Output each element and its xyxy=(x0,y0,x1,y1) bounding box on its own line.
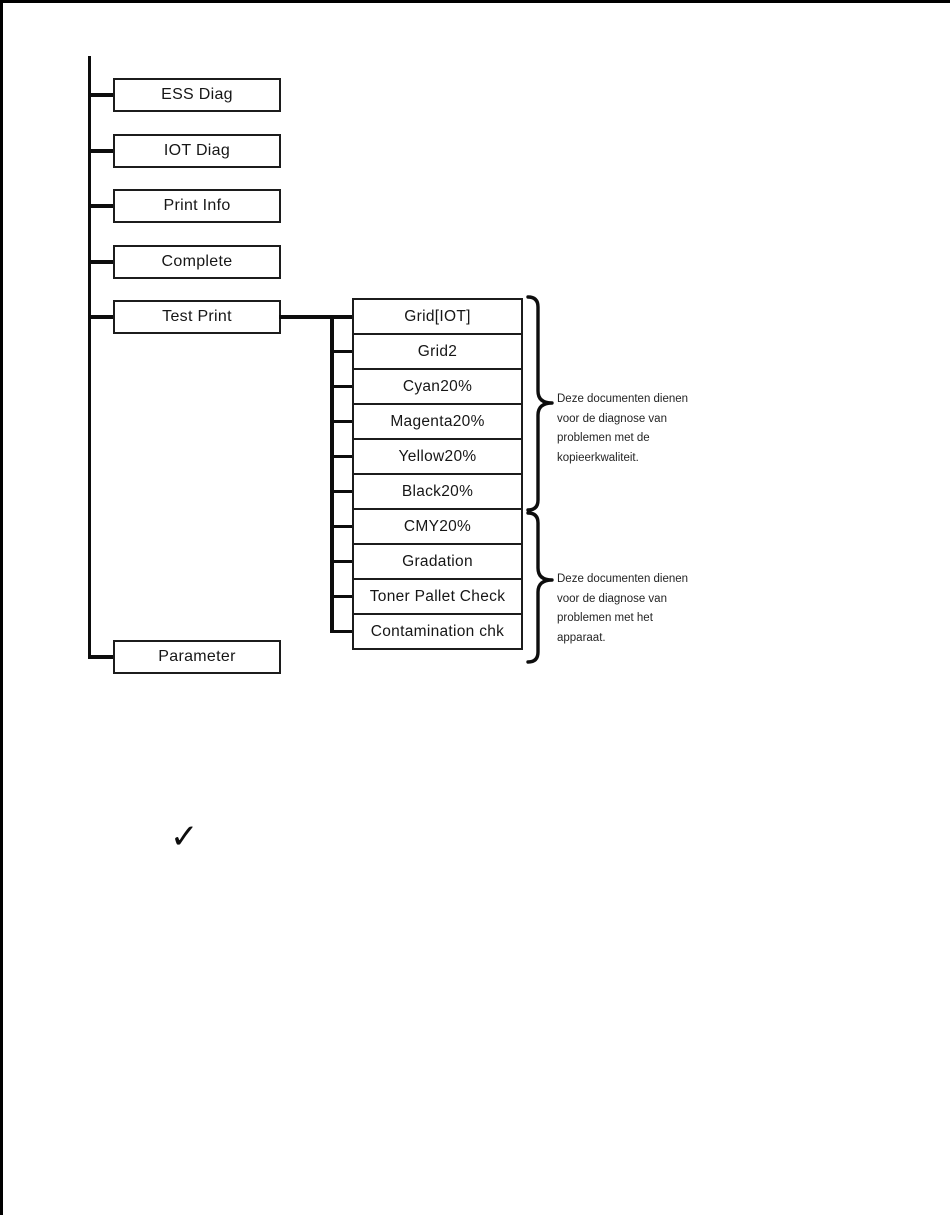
node-black20: Black20% xyxy=(352,473,523,510)
tree-elbow-parameter xyxy=(88,655,115,659)
test-print-submenu xyxy=(352,298,523,650)
stub-gradation xyxy=(330,560,352,563)
node-grid-iot: Grid[IOT] xyxy=(352,298,523,335)
node-iot-diag: IOT Diag xyxy=(113,134,281,168)
annotation-line: problemen met het xyxy=(557,612,653,624)
node-parameter: Parameter xyxy=(113,640,281,674)
branch-test-print xyxy=(88,315,115,319)
node-print-info: Print Info xyxy=(113,189,281,223)
node-contamination-chk: Contamination chk xyxy=(352,613,523,650)
node-cmy20: CMY20% xyxy=(352,508,523,545)
page-top-border xyxy=(0,0,950,3)
stub-contamination-chk xyxy=(330,630,352,633)
node-magenta20: Magenta20% xyxy=(352,403,523,440)
stub-toner-pallet-check xyxy=(330,595,352,598)
node-complete: Complete xyxy=(113,245,281,279)
annotation-line: Deze documenten dienen xyxy=(557,573,689,585)
subtree-trunk-line xyxy=(330,315,334,633)
node-toner-pallet-check: Toner Pallet Check xyxy=(352,578,523,615)
test-print-subtree-connector xyxy=(279,315,352,319)
annotation-line: voor de diagnose van xyxy=(557,412,667,425)
stub-cyan20 xyxy=(330,385,352,388)
checkmark-icon: ✓ xyxy=(170,818,199,856)
annotation-line: apparaat. xyxy=(557,631,606,644)
annotation-line: Deze documenten dienen xyxy=(557,393,689,405)
stub-magenta20 xyxy=(330,420,352,423)
brace-copy-quality-icon xyxy=(528,297,552,510)
stub-black20 xyxy=(330,490,352,493)
branch-complete xyxy=(88,260,115,264)
branch-iot-diag xyxy=(88,149,115,153)
annotation-line: kopieerkwaliteit. xyxy=(557,451,639,464)
node-cyan20: Cyan20% xyxy=(352,368,523,405)
node-gradation: Gradation xyxy=(352,543,523,580)
branch-ess-diag xyxy=(88,93,115,97)
stub-cmy20 xyxy=(330,525,352,528)
page-left-border xyxy=(0,0,3,1215)
node-yellow20: Yellow20% xyxy=(352,438,523,475)
node-grid2: Grid2 xyxy=(352,333,523,370)
annotation-apparatus xyxy=(557,570,732,648)
node-ess-diag: ESS Diag xyxy=(113,78,281,112)
annotation-line: voor de diagnose van xyxy=(557,592,667,605)
stub-yellow20 xyxy=(330,455,352,458)
stub-grid2 xyxy=(330,350,352,353)
annotation-copy-quality xyxy=(557,390,732,468)
branch-print-info xyxy=(88,204,115,208)
tree-trunk-line xyxy=(88,56,91,659)
node-test-print: Test Print xyxy=(113,300,281,334)
brace-apparatus-icon xyxy=(528,513,552,662)
annotation-line: problemen met de xyxy=(557,432,650,444)
